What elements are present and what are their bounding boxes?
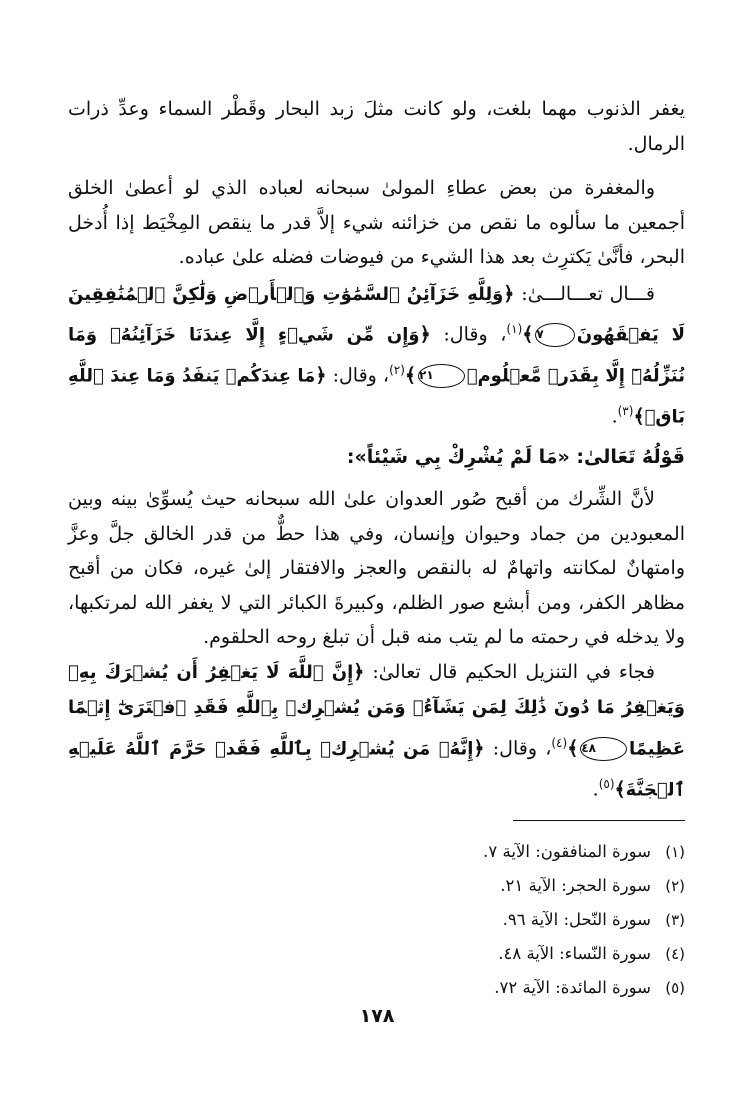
footnote-ref-2[interactable]: (٢): [389, 362, 405, 377]
footnote-list: [68, 835, 685, 1005]
quran-verse-nahl: مَا عِندَكُمۡ يَنفَدُ وَمَا عِندَ ٱللَّهِ بَاقٖ: [68, 365, 685, 427]
paragraph-quran-citations: [68, 277, 685, 435]
quran-close-bracket: ﴾: [614, 778, 626, 801]
paragraph-tanzil-citations: [68, 655, 685, 808]
quran-verse-hijr: وَإِن مِّن شَيۡءٍ إِلَّا عِندَنَا خَزَآئِنُهُۥ وَمَا نُنَزِّلُهُۥٓ إِلَّا بِقَدَرٖ مَّعۡلُومٖ: [68, 324, 685, 387]
page-number: ١٧٨: [359, 1005, 395, 1027]
sentence-end: .: [611, 404, 618, 427]
footnote-text: سورة المنافقون: الآية ٧.: [483, 841, 651, 861]
paragraph-forgiveness-gift: والمغفرة من بعض عطاءِ المولىٰ سبحانه لعباده الذي لو أعطىٰ الخلق أجمعين ما سألوه ما نقص من خزائنه شيء إلاَّ قدر ما ينقص المِخْيَط إذا أُدخل البحر، فأنَّىٰ يَكترِث بعد هذا الشيء من فيوضات فضله علىٰ عباده.: [68, 177, 685, 268]
quran-open-bracket: ﴿: [353, 660, 365, 683]
quran-close-bracket: ﴾: [404, 364, 417, 387]
quran-open-bracket: ﴿: [419, 323, 431, 346]
citation-intro: قـــال تعـــالـــىٰ:: [521, 282, 655, 305]
paragraph-forgiveness-intro: يغفر الذنوب مهما بلغت، ولو كانت مثلَ زبد البحار وقَطْر السماء وعدِّ ذرات الرمال.: [68, 98, 685, 155]
quran-verse-munafiqun: وَلِلَّهِ خَزَآئِنُ ٱلسَّمَٰوَٰتِ وَٱلۡأَرۡضِ وَلَٰكِنَّ ٱلۡمُنَٰفِقِينَ لَا يَفۡقَهُونَ: [68, 283, 685, 346]
footnote-item: [68, 937, 685, 971]
quran-verse-maidah: إِنَّهُۥ مَن يُشۡرِكۡ بِٱللَّهِ فَقَدۡ حَرَّمَ ٱللَّهُ عَلَيۡهِ ٱلۡجَنَّةَ: [68, 738, 685, 801]
quran-verse-nisa: إِنَّ ٱللَّهَ لَا يَغۡفِرُ أَن يُشۡرَكَ بِهِۦ وَيَغۡفِرُ مَا دُونَ ذَٰلِكَ لِمَن يَشَآءُۚ وَمَن يُشۡرِكۡ بِٱللَّهِ فَقَدِ ٱفۡتَرَىٰٓ إِثۡمًا عَظِيمًا: [68, 661, 685, 760]
footnote-ref-5[interactable]: (٥): [598, 776, 615, 791]
footnote-number: (٣): [665, 910, 685, 929]
quran-close-bracket: ﴾: [633, 404, 645, 427]
footnote-ref-1[interactable]: (١): [506, 322, 523, 336]
footnote-divider: [513, 820, 685, 821]
quran-open-bracket: ﴿: [503, 282, 515, 305]
quran-close-bracket: ﴾: [522, 323, 534, 346]
paragraph-shirk-explanation: لأنَّ الشِّرك من أقبح صُور العدوان علىٰ الله سبحانه حيث يُسوِّىٰ بينه وبين المعبودين من جماد وحيوان وإنسان، وفي هذا حطٌّ من قدر الخالق جلَّ وعزَّ وامتهانٌ لمكانته واتهامٌ له بالنقص والعجز والافتقار إلىٰ غيره، فكان من أقبح مظاهر الكفر، ومن أبشع صور الظلم، وكبيرةَ الكبائر التي لا يغفر الله لمرتكبها، ولا يدخله في رحمته ما لم يتب منه قبل أن تبلغ روحه الحلقوم.: [68, 488, 685, 649]
ayah-number-marker: ٧: [535, 323, 574, 347]
ayah-number-marker: ٢١: [418, 364, 465, 388]
quran-close-bracket: ﴾: [567, 737, 579, 760]
sentence-end: .: [592, 778, 599, 801]
footnote-text: سورة المائدة: الآية ٧٢.: [494, 977, 651, 997]
citation-connector: ، وقال:: [443, 323, 507, 346]
footnote-number: (٤): [665, 944, 685, 963]
citation-intro: فجاء في التنزيل الحكيم قال تعالىٰ:: [372, 660, 655, 683]
book-page: [68, 92, 685, 1082]
footnote-item: [68, 903, 685, 937]
footnote-item: [68, 971, 685, 1005]
footnote-text: سورة النّحل: الآية ٩٦.: [502, 909, 651, 929]
section-heading: قَوْلُهُ تَعَالىٰ: «مَا لَمْ يُشْرِكْ بِي شَيْئاً»:: [346, 446, 685, 469]
footnote-number: (٢): [665, 876, 685, 895]
footnote-text: سورة الحجر: الآية ٢١.: [500, 875, 651, 895]
footnote-ref-3[interactable]: (٣): [617, 403, 634, 418]
footnote-number: (١): [665, 842, 685, 861]
citation-connector: ، وقال:: [492, 737, 552, 760]
citation-connector: ، وقال:: [332, 364, 390, 387]
ayah-number-marker: ٤٨: [580, 737, 627, 761]
footnote-ref-4[interactable]: (٤): [551, 735, 568, 750]
footnote-text: سورة النّساء: الآية ٤٨.: [498, 943, 651, 963]
footnote-item: [68, 869, 685, 903]
footnote-number: (٥): [665, 978, 685, 997]
quran-open-bracket: ﴿: [315, 364, 327, 387]
footnote-item: [68, 835, 685, 869]
quran-open-bracket: ﴿: [473, 737, 485, 760]
